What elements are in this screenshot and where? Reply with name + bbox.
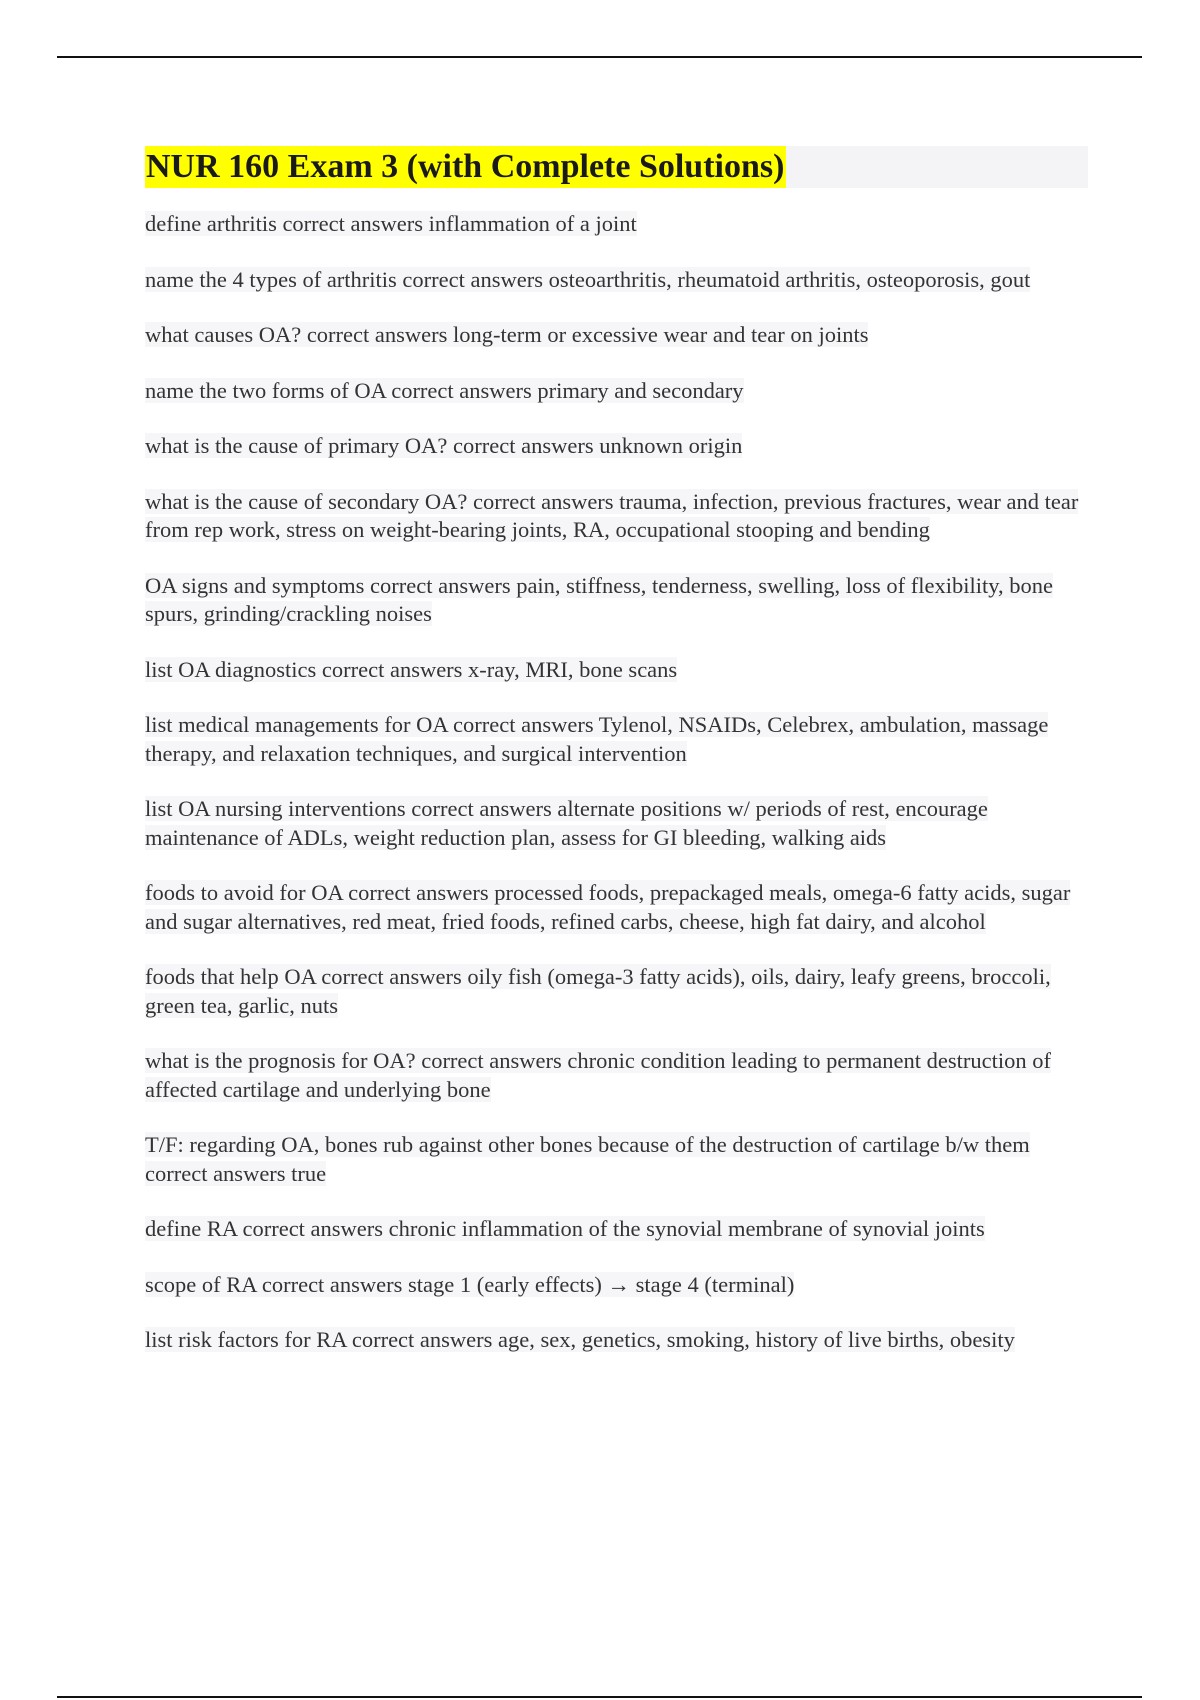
qa-item (145, 266, 1090, 295)
document-title: NUR 160 Exam 3 (with Complete Solutions) (145, 146, 786, 188)
qa-text: what is the cause of primary OA? correct answers unknown origin (145, 433, 743, 458)
qa-text: what causes OA? correct answers long-term or excessive wear and tear on joints (145, 322, 869, 347)
qa-item (145, 210, 1090, 239)
qa-item (145, 879, 1090, 936)
qa-text: define arthritis correct answers inflammation of a joint (145, 211, 637, 236)
qa-item (145, 795, 1090, 852)
qa-item (145, 656, 1090, 685)
qa-list (145, 210, 1090, 1355)
qa-text: list risk factors for RA correct answers age, sex, genetics, smoking, history of live births, obesity (145, 1327, 1015, 1352)
top-rule (57, 56, 1142, 58)
qa-text: list OA diagnostics correct answers x-ray, MRI, bone scans (145, 656, 678, 682)
qa-item (145, 1215, 1090, 1244)
qa-item (145, 963, 1090, 1020)
qa-item (145, 1047, 1090, 1104)
qa-text: foods that help OA correct answers oily fish (omega-3 fatty acids), oils, dairy, leafy greens, broccoli, green tea, garlic, nuts (145, 964, 1051, 1018)
qa-item (145, 488, 1090, 545)
qa-item (145, 1131, 1090, 1188)
qa-text: what is the cause of secondary OA? correct answers trauma, infection, previous fractures, wear and tear from rep work, stress on weight-bearing joints, RA, occupational stooping and bending (145, 488, 1079, 542)
title-bar (145, 146, 1088, 188)
qa-item (145, 572, 1090, 629)
qa-item (145, 711, 1090, 768)
qa-item (145, 1271, 1090, 1300)
qa-text: list OA nursing interventions correct answers alternate positions w/ periods of rest, encourage maintenance of ADLs, weight reduction plan, assess for GI bleeding, walking aids (145, 796, 988, 850)
qa-item (145, 321, 1090, 350)
qa-item (145, 1326, 1090, 1355)
qa-text: T/F: regarding OA, bones rub against other bones because of the destruction of cartilage b/w them correct answers true (145, 1132, 1030, 1186)
qa-text: foods to avoid for OA correct answers processed foods, prepackaged meals, omega-6 fatty acids, sugar and sugar alternatives, red meat, fried foods, refined carbs, cheese, high fat dairy, and alcohol (145, 880, 1071, 934)
bottom-rule (57, 1696, 1142, 1698)
qa-text: list medical managements for OA correct answers Tylenol, NSAIDs, Celebrex, ambulation, massage therapy, and relaxation techniques, and surgical intervention (145, 712, 1049, 766)
qa-text: scope of RA correct answers stage 1 (early effects) → stage 4 (terminal) (145, 1271, 795, 1297)
qa-text: define RA correct answers chronic inflammation of the synovial membrane of synovial joints (145, 1216, 985, 1241)
qa-item (145, 432, 1090, 461)
qa-text: name the 4 types of arthritis correct answers osteoarthritis, rheumatoid arthritis, osteoporosis, gout (145, 266, 1031, 292)
qa-text: name the two forms of OA correct answers primary and secondary (145, 377, 744, 403)
qa-text: OA signs and symptoms correct answers pain, stiffness, tenderness, swelling, loss of flexibility, bone spurs, grinding/crackling noises (145, 572, 1053, 626)
qa-text: what is the prognosis for OA? correct answers chronic condition leading to permanent destruction of affected cartilage and underlying bone (145, 1048, 1051, 1102)
document-body (145, 146, 1090, 1382)
qa-item (145, 377, 1090, 406)
